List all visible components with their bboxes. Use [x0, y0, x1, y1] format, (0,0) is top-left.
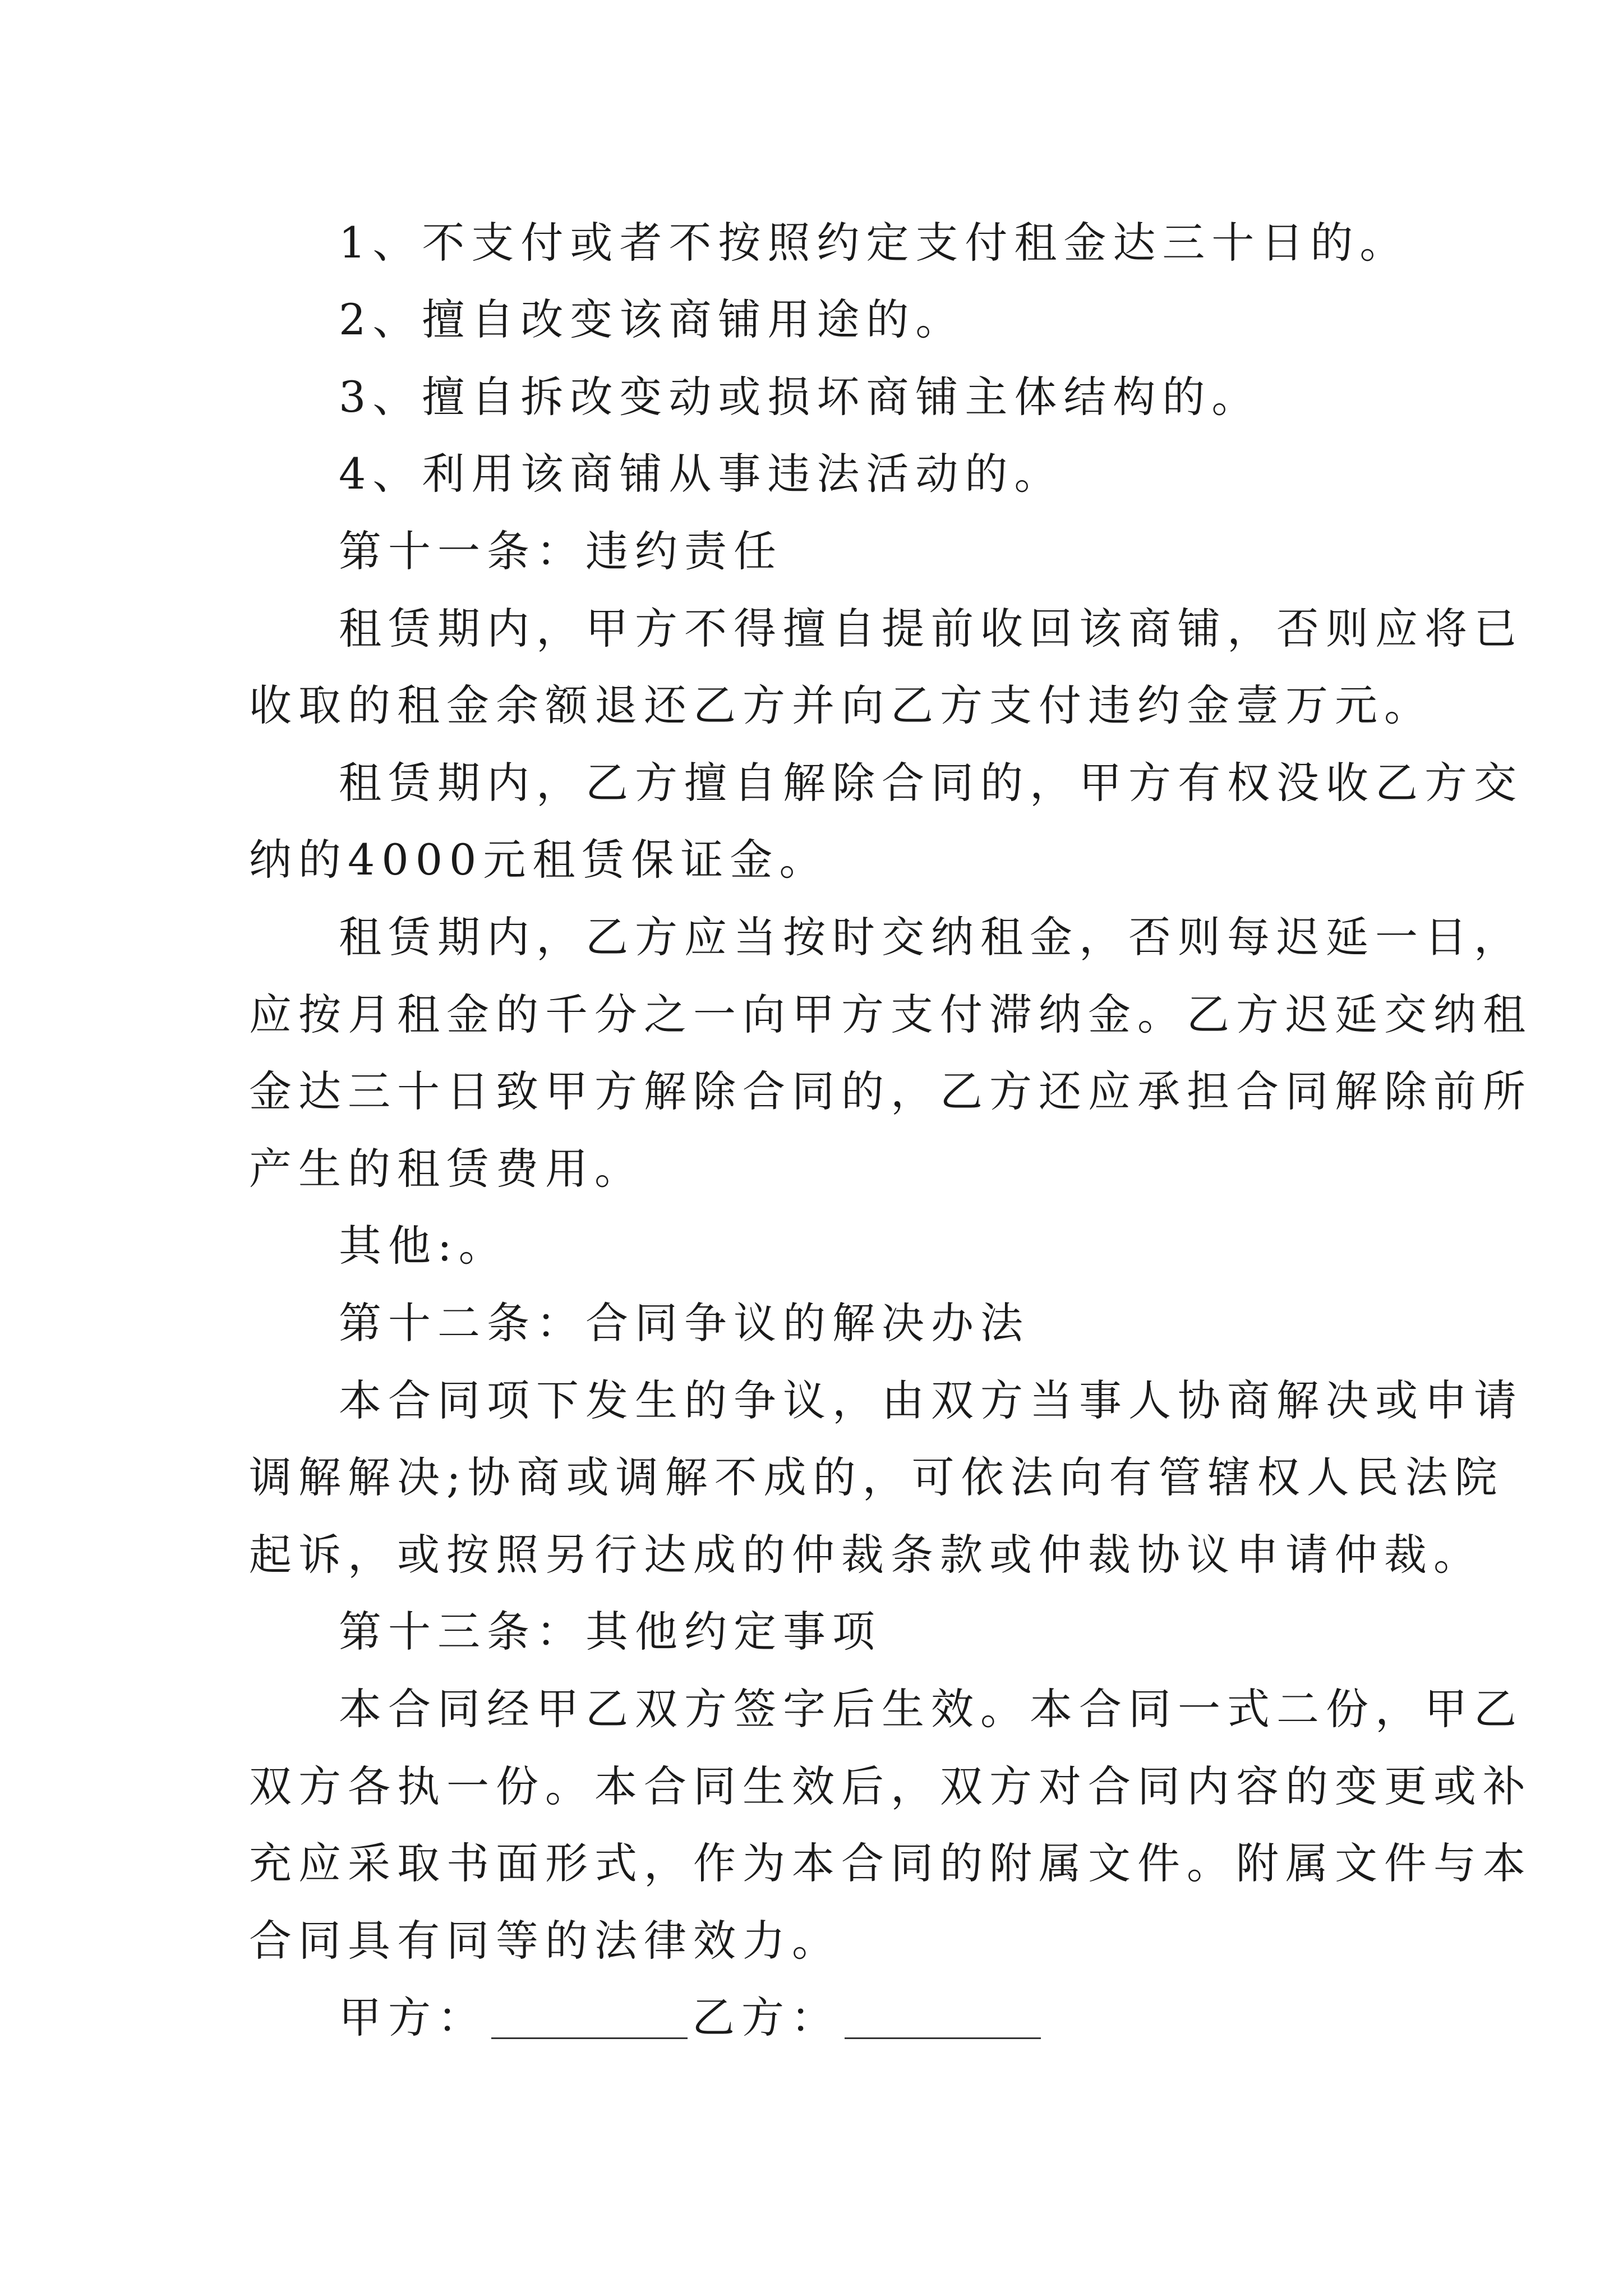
- paragraph-line: 双方各执一份。本合同生效后，双方对合同内容的变更或补: [249, 1761, 1532, 1811]
- paragraph-line: 起诉，或按照另行达成的仲裁条款或仲裁协议申请仲裁。: [249, 1530, 1483, 1580]
- paragraph-line: 调解解决;协商或调解不成的，可依法向有管辖权人民法院: [249, 1452, 1504, 1502]
- paragraph-line: 产生的租赁费用。: [249, 1144, 644, 1194]
- paragraph-line: 租赁期内，乙方应当按时交纳租金，否则每迟延一日，: [339, 912, 1523, 962]
- paragraph-line: 充应采取书面形式，作为本合同的附属文件。附属文件与本: [249, 1838, 1532, 1888]
- clause-item-2: 2、擅自改变该商铺用途的。: [339, 295, 965, 344]
- party-a-blank[interactable]: [491, 1998, 688, 2039]
- clause-item-1: 1、不支付或者不按照约定支付租金达三十日的。: [339, 218, 1409, 268]
- party-b-blank[interactable]: [845, 1998, 1041, 2039]
- signature-line: [339, 1993, 1045, 2042]
- paragraph-line: 收取的租金余额退还乙方并向乙方支付违约金壹万元。: [249, 680, 1433, 730]
- paragraph-line: 租赁期内，甲方不得擅自提前收回该商铺，否则应将已: [339, 604, 1523, 654]
- clause-item-3: 3、擅自拆改变动或损坏商铺主体结构的。: [339, 372, 1261, 422]
- article-13-heading: 第十三条：其他约定事项: [339, 1607, 882, 1657]
- article-11-heading: 第十一条：违约责任: [339, 526, 783, 576]
- paragraph-line: 租赁期内，乙方擅自解除合同的，甲方有权没收乙方交: [339, 758, 1523, 808]
- other-note: 其他:。: [339, 1221, 508, 1271]
- party-b-label: 乙方：: [692, 1993, 840, 2042]
- party-a-label: 甲方：: [339, 1993, 487, 2042]
- paragraph-line: 合同具有同等的法律效力。: [249, 1916, 841, 1966]
- paragraph-line: 应按月租金的千分之一向甲方支付滞纳金。乙方迟延交纳租: [249, 990, 1532, 1039]
- article-12-heading: 第十二条：合同争议的解决办法: [339, 1298, 1030, 1348]
- paragraph-line: 本合同项下发生的争议，由双方当事人协商解决或申请: [339, 1375, 1523, 1425]
- clause-item-4: 4、利用该商铺从事违法活动的。: [339, 449, 1064, 499]
- paragraph-line: 纳的4000元租赁保证金。: [249, 835, 829, 885]
- paragraph-line: 金达三十日致甲方解除合同的，乙方还应承担合同解除前所: [249, 1066, 1532, 1116]
- paragraph-line: 本合同经甲乙双方签字后生效。本合同一式二份，甲乙: [339, 1684, 1523, 1734]
